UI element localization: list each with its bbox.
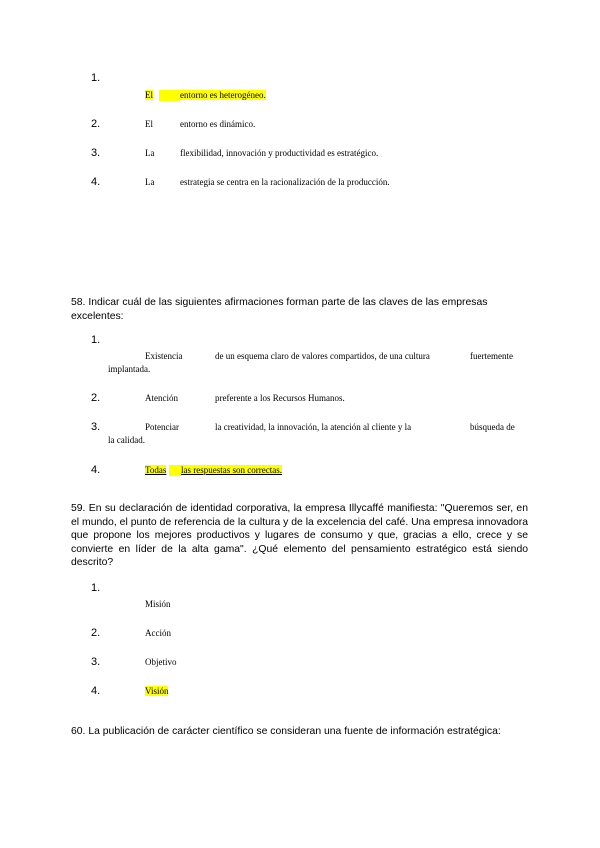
highlight-gap (169, 465, 181, 476)
highlight-gap (159, 90, 180, 101)
option-word: La (145, 177, 155, 187)
option-number: 1. (91, 582, 101, 594)
option-number: 4. (91, 464, 101, 476)
option-text: la creatividad, la innovación, la atención al cliente y la (215, 422, 412, 432)
option-word: Existencia (145, 351, 183, 361)
option-word: El (145, 119, 153, 129)
option-number: 4. (91, 176, 101, 188)
option-word: El (145, 90, 153, 100)
option-number: 1. (91, 72, 101, 84)
question-60-text: 60. La publicación de carácter científico se consideran una fuente de información estratégica: (71, 726, 501, 737)
option-number: 2. (91, 392, 101, 404)
option-text: entorno es heterogéneo. (180, 90, 266, 100)
option-text: estrategia se centra en la racionalización de la producción. (180, 177, 390, 187)
question-59-text: 59. En su declaración de identidad corporativa, la empresa Illycaffé manifiesta: "Queremos ser, en el mundo, el punto de referencia de la cultura y de la excelencia del café. Una empresa innovadora que propone los mejores productivos y lugares de consumo y que, gracias a ello, crece y se convierte en líder de la alta gama". ¿Qué elemento del pensamiento estratégico está siendo descrito? (71, 503, 528, 568)
question-58-text: 58. Indicar cuál de las siguientes afirmaciones forman parte de las claves de las empresas excelentes: (71, 297, 488, 322)
option-text: las respuestas son correctas. (181, 465, 282, 475)
option-text-end: búsqueda de (470, 422, 515, 432)
option-text: entorno es dinámico. (180, 119, 256, 129)
option-label: Visión (145, 686, 169, 696)
option-word: Atención (145, 393, 178, 403)
option-number: 2. (91, 627, 101, 639)
option-number: 4. (91, 685, 101, 697)
option-label: Objetivo (145, 657, 177, 667)
option-text: de un esquema claro de valores compartidos, de una cultura (215, 351, 430, 361)
option-label: Acción (145, 628, 171, 638)
option-word: La (145, 148, 155, 158)
option-text-line2: implantada. (108, 364, 151, 374)
option-text: flexibilidad, innovación y productividad es estratégico. (180, 148, 379, 158)
option-number: 1. (91, 334, 101, 346)
option-number: 3. (91, 147, 101, 159)
option-number: 3. (91, 656, 101, 668)
option-number: 2. (91, 118, 101, 130)
option-word: Todas (145, 465, 167, 475)
option-text: preferente a los Recursos Humanos. (215, 393, 345, 403)
option-text-line2: la calidad. (108, 435, 145, 445)
option-word: Potenciar (145, 422, 179, 432)
option-text-end: fuertemente (470, 351, 513, 361)
option-number: 3. (91, 421, 101, 433)
option-label: Misión (145, 599, 171, 609)
